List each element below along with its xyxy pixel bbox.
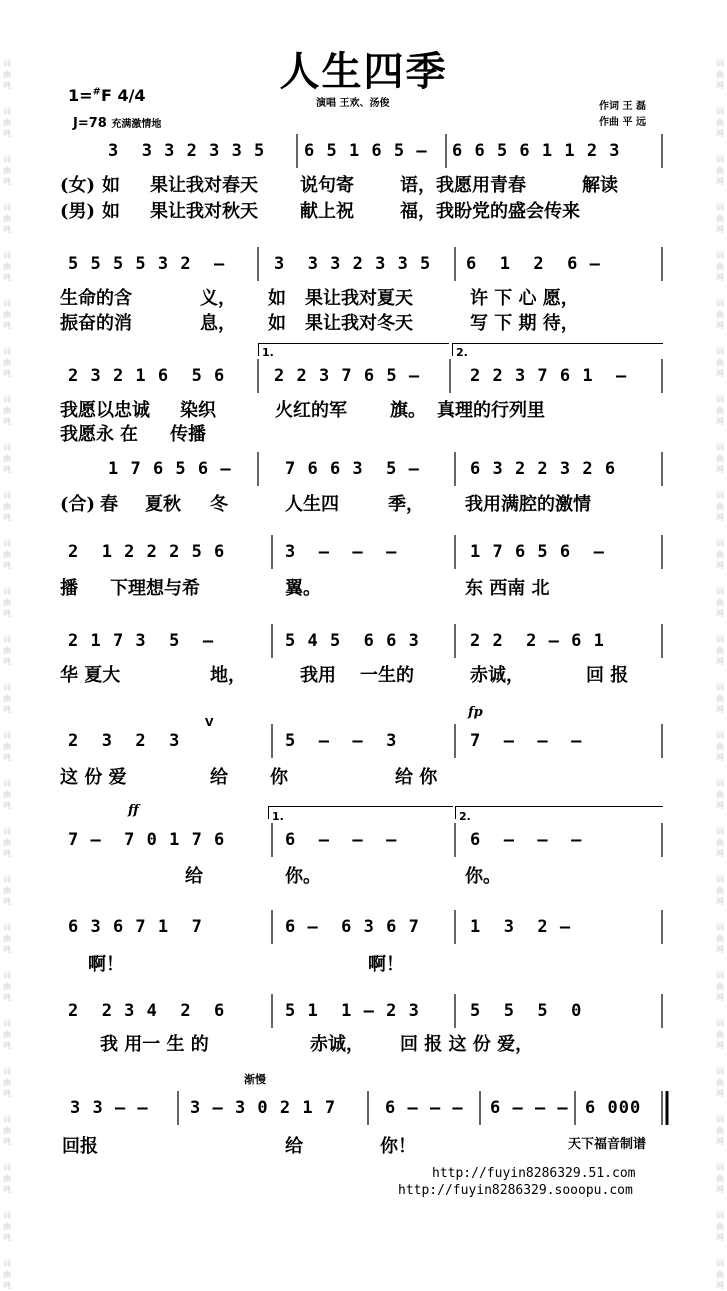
watermark-char: 曲 [3, 1126, 11, 1135]
watermark-char: 曲 [3, 1222, 11, 1231]
watermark-char: 词 [3, 155, 11, 164]
watermark-char: 词 [716, 587, 724, 596]
lyric-line [0, 490, 727, 514]
lyric-segment: 传播 [170, 424, 206, 445]
watermark-char: 曲 [716, 1174, 724, 1183]
watermark-char: 词 [716, 1067, 724, 1076]
lyric-segment: 播 [60, 578, 78, 599]
watermark-char: 网 [3, 897, 11, 906]
watermark-char: 曲 [3, 166, 11, 175]
watermark-char: 曲 [716, 598, 724, 607]
note-measure: 2 1 2 2 2 5 6 [68, 542, 226, 562]
watermark-char: 网 [716, 609, 724, 618]
watermark-char: 曲 [716, 406, 724, 415]
watermark-char: 网 [3, 1089, 11, 1098]
lyric-segment: 生命的含 [60, 288, 132, 309]
watermark-char: 词 [3, 683, 11, 692]
watermark-char: 曲 [716, 1078, 724, 1087]
watermark-char: 曲 [3, 310, 11, 319]
watermark-char: 网 [716, 1185, 724, 1194]
watermark-char: 词 [3, 587, 11, 596]
watermark-char: 网 [3, 1233, 11, 1242]
watermark-char: 网 [3, 1041, 11, 1050]
lyric-segment: 许 下 心 愿， [470, 288, 579, 309]
note-measure: 6 – – – [385, 1098, 464, 1118]
watermark-char: 网 [3, 417, 11, 426]
lyric-line [0, 309, 727, 333]
note-measure: 6 1 2 6 – [466, 254, 601, 274]
watermark-char: 网 [3, 609, 11, 618]
watermark-char: 网 [3, 801, 11, 810]
watermark-char: 网 [716, 465, 724, 474]
watermark-char: 曲 [3, 742, 11, 751]
watermark-char: 曲 [716, 1270, 724, 1279]
watermark-char: 曲 [716, 118, 724, 127]
lyric-segment: 如 [268, 313, 286, 334]
lyric-segment: 我用满腔的激情 [465, 494, 591, 515]
watermark-char: 词 [3, 635, 11, 644]
fp-dynamic: fp [468, 705, 483, 720]
watermark-char: 网 [716, 1281, 724, 1290]
lyric-segment: 东 西南 北 [465, 578, 550, 599]
lyric-line [0, 1030, 727, 1054]
song-title: 人生四季 [279, 49, 448, 95]
watermark-char: 网 [716, 1137, 724, 1146]
watermark-char: 曲 [3, 1030, 11, 1039]
lyric-segment: 真理的行列里 [437, 400, 545, 421]
watermark-char: 词 [716, 395, 724, 404]
note-measure: 3 3 3 2 3 3 5 [108, 141, 266, 161]
lyric-segment: 语，我愿用青春 [400, 175, 526, 196]
note-measure: 2 3 2 1 6 5 6 [68, 366, 226, 386]
watermark-char: 曲 [3, 886, 11, 895]
watermark-char: 曲 [3, 598, 11, 607]
watermark-char: 词 [716, 1019, 724, 1028]
watermark-char: 词 [716, 683, 724, 692]
watermark-char: 网 [716, 849, 724, 858]
watermark-char: 网 [3, 945, 11, 954]
lyric-segment: 果让我对秋天 [150, 201, 258, 222]
lyric-line [0, 661, 727, 685]
watermark-char: 网 [716, 945, 724, 954]
watermark-char: 网 [3, 753, 11, 762]
watermark-char: 网 [3, 705, 11, 714]
watermark-char: 网 [716, 129, 724, 138]
lyric-segment: 福，我盼党的盛会传来 [400, 201, 580, 222]
ending-bracket [452, 343, 663, 356]
watermark-char: 词 [3, 347, 11, 356]
note-measure: 7 6 6 3 5 – [285, 459, 420, 479]
lyric-line [0, 950, 727, 974]
lyric-segment: 赤诚， [310, 1034, 364, 1055]
watermark-char: 网 [3, 81, 11, 90]
lyric-segment: 给 [285, 1136, 303, 1157]
watermark-char: 曲 [3, 502, 11, 511]
lyric-segment: 我愿以忠诚 [60, 400, 150, 421]
lyric-segment: 写 下 期 待， [470, 313, 579, 334]
lyric-segment: 一生的 [360, 665, 414, 686]
watermark-char: 词 [716, 1211, 724, 1220]
watermark-char: 词 [3, 443, 11, 452]
ff-dynamic: ff [128, 803, 139, 818]
watermark-char: 网 [716, 561, 724, 570]
watermark-char: 网 [716, 177, 724, 186]
lyric-segment: 华 夏大 [60, 665, 121, 686]
note-measure: 5 5 5 5 3 2 – [68, 254, 226, 274]
watermark-char: 曲 [3, 358, 11, 367]
watermark-char: 网 [716, 657, 724, 666]
watermark-char: 曲 [3, 406, 11, 415]
note-measure: 6 000 [585, 1098, 642, 1118]
note-measure: 3 – 3 0 2 1 7 [190, 1098, 337, 1118]
watermark-char: 曲 [716, 982, 724, 991]
second-ending-label: 2. [459, 810, 471, 823]
watermark-char: 网 [716, 801, 724, 810]
watermark-char: 词 [3, 1115, 11, 1124]
watermark-char: 词 [716, 251, 724, 260]
note-measure: 6 5 1 6 5 – [304, 141, 428, 161]
lyric-segment: 我用 [300, 665, 336, 686]
watermark-char: 网 [716, 225, 724, 234]
watermark-char: 词 [3, 1163, 11, 1172]
watermark-char: 曲 [716, 262, 724, 271]
watermark-char: 曲 [3, 1078, 11, 1087]
note-measure: 7 – – – [470, 731, 583, 751]
lyric-segment: 赤诚， [470, 665, 524, 686]
brand-credit: 天下福音制谱 [568, 1137, 647, 1152]
watermark-char: 网 [716, 417, 724, 426]
lyric-segment: 你！ [380, 1136, 416, 1157]
lyric-segment: 你。 [285, 866, 321, 887]
watermark-char: 词 [3, 251, 11, 260]
lyric-segment: 解读 [582, 175, 618, 196]
second-ending-label: 2. [456, 346, 468, 359]
watermark-char: 曲 [716, 1030, 724, 1039]
lyric-line [0, 574, 727, 598]
note-measure: 2 1 7 3 5 – [68, 631, 215, 651]
watermark-char: 网 [716, 897, 724, 906]
note-measure: 6 6 5 6 1 1 2 3 [452, 141, 621, 161]
watermark-char: 曲 [3, 1174, 11, 1183]
note-measure: 3 3 – – [70, 1098, 149, 1118]
lyric-segment: 给 你 [395, 767, 438, 788]
lyric-segment: (女) [60, 175, 96, 196]
watermark-char: 网 [3, 273, 11, 282]
watermark-char: 曲 [3, 982, 11, 991]
lyric-line [0, 763, 727, 787]
watermark-char: 词 [716, 635, 724, 644]
watermark-char: 词 [716, 827, 724, 836]
watermark-char: 词 [716, 971, 724, 980]
lyricist-credit: 作词 王 磊 [599, 101, 646, 112]
lyric-segment: 我 用一 生 的 [100, 1034, 209, 1055]
lyric-line [0, 420, 727, 444]
watermark-char: 曲 [716, 694, 724, 703]
watermark-char: 网 [3, 561, 11, 570]
note-measure: 5 – – 3 [285, 731, 398, 751]
watermark-char: 词 [3, 491, 11, 500]
lyric-segment: 春 [100, 494, 118, 515]
lyric-segment: 这 份 爱 [60, 767, 127, 788]
watermark-char: 曲 [3, 646, 11, 655]
url-1[interactable]: http://fuyin8286329.51.com [432, 1166, 636, 1181]
watermark-char: 曲 [716, 166, 724, 175]
lyric-line [0, 284, 727, 308]
note-measure: 5 1 1 – 2 3 [285, 1001, 420, 1021]
breath-mark: V [205, 716, 214, 729]
note-measure: 1 3 2 – [470, 917, 572, 937]
watermark-char: 词 [716, 491, 724, 500]
watermark-char: 曲 [3, 1270, 11, 1279]
watermark-char: 词 [716, 779, 724, 788]
watermark-char: 曲 [3, 454, 11, 463]
watermark-char: 曲 [3, 118, 11, 127]
lyric-segment: 冬 [210, 494, 228, 515]
watermark-char: 网 [716, 753, 724, 762]
watermark-char: 曲 [3, 262, 11, 271]
watermark-char: 网 [3, 225, 11, 234]
url-2[interactable]: http://fuyin8286329.sooopu.com [398, 1183, 633, 1198]
watermark-char: 曲 [716, 886, 724, 895]
watermark-char: 网 [3, 1281, 11, 1290]
lyric-line [0, 171, 727, 195]
watermark-char: 曲 [716, 454, 724, 463]
lyric-segment: (男) [60, 201, 96, 222]
note-measure: 3 – – – [285, 542, 398, 562]
note-measure: 2 3 2 3 [68, 731, 181, 751]
lyric-segment: 夏秋 [145, 494, 181, 515]
watermark-char: 曲 [716, 310, 724, 319]
watermark-char: 网 [716, 321, 724, 330]
watermark-char: 网 [3, 657, 11, 666]
lyric-segment: 啊！ [368, 954, 404, 975]
watermark-char: 词 [716, 203, 724, 212]
watermark-char: 网 [3, 993, 11, 1002]
watermark-char: 词 [716, 923, 724, 932]
watermark-char: 词 [716, 443, 724, 452]
watermark-char: 网 [716, 81, 724, 90]
watermark-char: 词 [3, 1211, 11, 1220]
watermark-char: 词 [716, 59, 724, 68]
lyric-segment: 回报 [62, 1136, 98, 1157]
note-measure: 5 4 5 6 6 3 [285, 631, 420, 651]
watermark-char: 网 [716, 513, 724, 522]
lyric-segment: 果让我对冬天 [305, 313, 413, 334]
lyric-segment: 火红的军 [275, 400, 347, 421]
watermark-char: 词 [716, 875, 724, 884]
watermark-char: 曲 [716, 1126, 724, 1135]
watermark-char: 网 [3, 849, 11, 858]
watermark-char: 网 [3, 177, 11, 186]
note-measure: 6 3 6 7 1 7 [68, 917, 203, 937]
watermark-char: 网 [3, 513, 11, 522]
watermark-char: 曲 [3, 934, 11, 943]
ritardando-mark: 渐慢 [244, 1073, 266, 1086]
note-measure: 5 5 5 0 [470, 1001, 583, 1021]
lyric-segment: 人生四 [285, 494, 339, 515]
watermark-char: 网 [716, 1041, 724, 1050]
note-measure: 1 7 6 5 6 – [108, 459, 232, 479]
lyric-segment: 如 [102, 175, 120, 196]
lyric-segment: 义， [200, 288, 236, 309]
first-ending-label: 1. [262, 346, 274, 359]
watermark-char: 网 [716, 273, 724, 282]
watermark-char: 曲 [3, 70, 11, 79]
watermark-char: 词 [3, 539, 11, 548]
watermark-char: 网 [716, 1233, 724, 1242]
lyric-segment: 你 [270, 767, 288, 788]
watermark-char: 曲 [716, 646, 724, 655]
watermark-char: 网 [3, 1185, 11, 1194]
watermark-char: 词 [716, 1259, 724, 1268]
watermark-char: 词 [716, 731, 724, 740]
watermark-char: 网 [716, 705, 724, 714]
composer-credit: 作曲 平 远 [599, 117, 646, 128]
note-measure: 3 3 3 2 3 3 5 [274, 254, 432, 274]
watermark-char: 词 [3, 779, 11, 788]
note-measure: 2 2 3 7 6 5 – [274, 366, 421, 386]
note-measure: 2 2 3 7 6 1 – [470, 366, 628, 386]
tempo-marking: J=78 充满激情地 [73, 116, 162, 131]
first-ending-label: 1. [272, 810, 284, 823]
lyric-segment: 给 [210, 767, 228, 788]
note-measure: 6 – – – [285, 830, 398, 850]
watermark-char: 词 [716, 539, 724, 548]
lyric-line [0, 396, 727, 420]
watermark-char: 曲 [3, 790, 11, 799]
watermark-char: 词 [716, 107, 724, 116]
watermark-char: 词 [3, 1259, 11, 1268]
watermark-char: 曲 [716, 358, 724, 367]
watermark-char: 词 [716, 347, 724, 356]
note-measure: 2 2 2 – 6 1 [470, 631, 605, 651]
watermark-char: 词 [3, 59, 11, 68]
lyric-segment: 献上祝 [300, 201, 354, 222]
lyric-segment: 给 [185, 866, 203, 887]
lyric-segment: 旗。 [390, 400, 426, 421]
watermark-char: 曲 [3, 214, 11, 223]
lyric-segment: 你。 [465, 866, 501, 887]
watermark-char: 网 [3, 465, 11, 474]
ending-bracket [455, 806, 663, 819]
watermark-char: 曲 [3, 838, 11, 847]
ending-bracket [268, 806, 453, 819]
watermark-char: 网 [716, 1089, 724, 1098]
note-measure: 2 2 3 4 2 6 [68, 1001, 226, 1021]
note-measure: 6 – 6 3 6 7 [285, 917, 420, 937]
watermark-char: 网 [3, 321, 11, 330]
watermark-char: 曲 [716, 790, 724, 799]
note-measure: 6 3 2 2 3 2 6 [470, 459, 617, 479]
watermark-char: 词 [3, 107, 11, 116]
watermark-char: 网 [3, 369, 11, 378]
watermark-char: 曲 [716, 838, 724, 847]
note-measure: 6 – – – [490, 1098, 569, 1118]
watermark-char: 词 [3, 1067, 11, 1076]
watermark-char: 词 [3, 203, 11, 212]
watermark-char: 网 [3, 129, 11, 138]
lyric-segment: 我愿永 [60, 424, 114, 445]
watermark-char: 曲 [716, 214, 724, 223]
watermark-char: 词 [716, 299, 724, 308]
lyric-segment: 回 报 这 份 爱， [400, 1034, 534, 1055]
lyric-segment: 翼。 [285, 578, 321, 599]
note-measure: 1 7 6 5 6 – [470, 542, 605, 562]
watermark-char: 曲 [716, 502, 724, 511]
lyric-segment: 季， [388, 494, 424, 515]
watermark-char: 词 [3, 923, 11, 932]
watermark-char: 曲 [716, 742, 724, 751]
lyric-segment: 如 [102, 201, 120, 222]
watermark-char: 曲 [716, 934, 724, 943]
watermark-char: 词 [716, 1115, 724, 1124]
note-measure: 7 – 7 0 1 7 6 [68, 830, 226, 850]
lyric-segment: (合) [60, 494, 96, 515]
lyric-segment: 说句寄 [300, 175, 354, 196]
watermark-char: 词 [3, 299, 11, 308]
watermark-char: 曲 [3, 550, 11, 559]
watermark-char: 网 [3, 1137, 11, 1146]
watermark-char: 词 [3, 827, 11, 836]
lyric-segment: 如 [268, 288, 286, 309]
watermark-char: 词 [3, 731, 11, 740]
lyric-segment: 下理想与希 [110, 578, 200, 599]
lyric-segment: 振奋的消 [60, 313, 132, 334]
watermark-char: 曲 [3, 694, 11, 703]
lyric-line [0, 197, 727, 221]
watermark-char: 词 [716, 155, 724, 164]
watermark-char: 网 [716, 993, 724, 1002]
watermark-char: 词 [3, 1019, 11, 1028]
watermark-char: 曲 [716, 70, 724, 79]
lyric-line [0, 862, 727, 886]
ending-bracket [258, 343, 449, 356]
performers: 演唱 王欢、汤俊 [316, 98, 390, 109]
lyric-segment: 果让我对春天 [150, 175, 258, 196]
watermark-char: 曲 [716, 550, 724, 559]
lyric-segment: 啊！ [88, 954, 124, 975]
watermark-char: 词 [716, 1163, 724, 1172]
key-signature: 1=#F 4/4 [68, 86, 146, 105]
lyric-segment: 回 报 [586, 665, 629, 686]
note-measure: 6 – – – [470, 830, 583, 850]
watermark-char: 网 [716, 369, 724, 378]
watermark-char: 词 [3, 395, 11, 404]
watermark-char: 曲 [716, 1222, 724, 1231]
lyric-segment: 果让我对夏天 [305, 288, 413, 309]
watermark-char: 词 [3, 971, 11, 980]
lyric-segment: 息， [200, 313, 236, 334]
lyric-segment: 地， [210, 665, 246, 686]
lyric-segment: 染织 [180, 400, 216, 421]
lyric-segment: 在 [120, 424, 138, 445]
watermark-char: 词 [3, 875, 11, 884]
